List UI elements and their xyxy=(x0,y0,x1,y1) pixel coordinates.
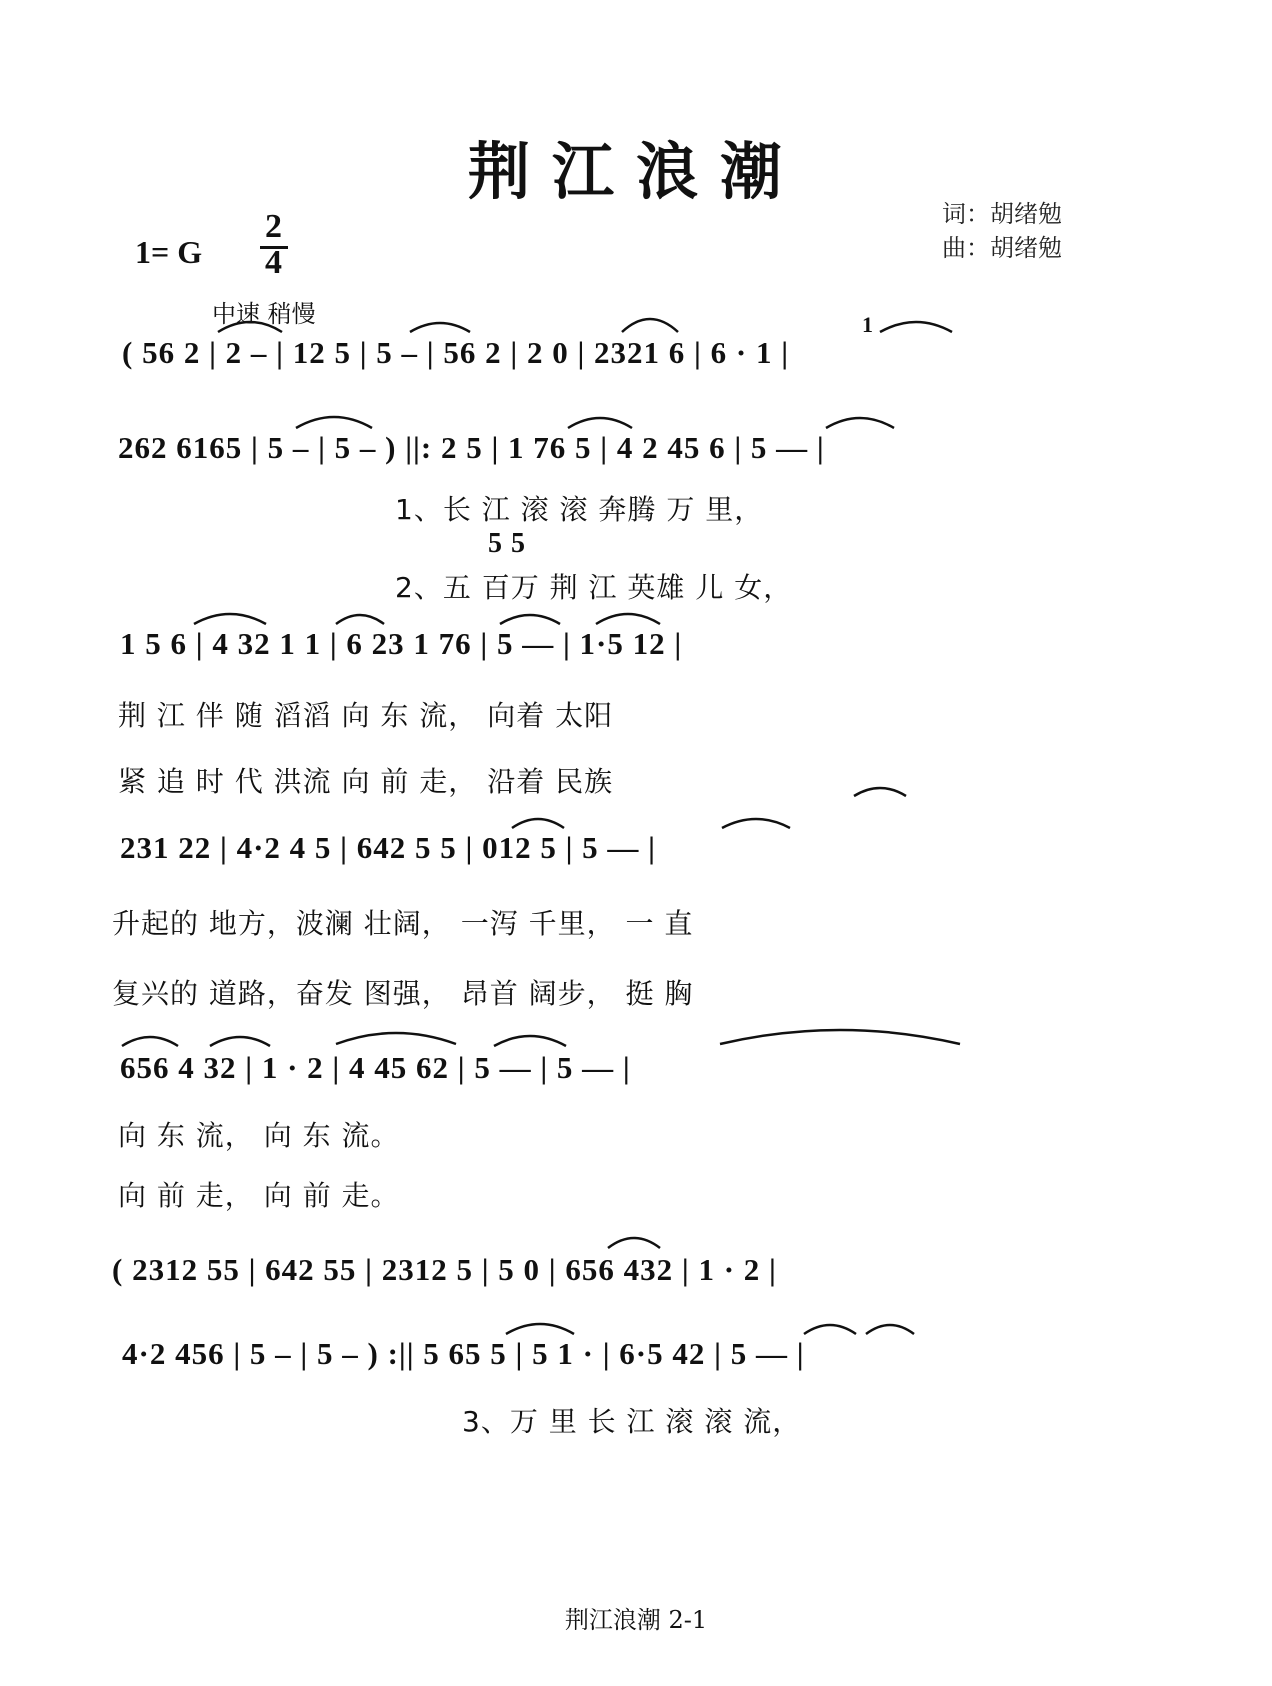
slur xyxy=(722,819,790,828)
slur xyxy=(854,788,906,796)
notation-line-2: 262 6165 | 5 – | 5 – ) ||: 2 5 | 1 76 5 | 4 2 45 6 | 5 — | xyxy=(118,430,825,465)
slur xyxy=(506,1324,574,1334)
time-signature-bottom: 4 xyxy=(265,244,282,281)
notation-line-6: ( 2312 55 | 642 55 | 2312 5 | 5 0 | 656 432 | 1 · 2 | xyxy=(112,1252,777,1287)
slur xyxy=(494,1036,566,1046)
slur xyxy=(880,322,952,332)
lyrics-verse1-line2: 荆 江 伴 随 滔滔 向 东 流， 向着 太阳 xyxy=(118,699,614,732)
lyrics-verse1-line3: 升起的 地方，波澜 壮阔， 一泻 千里， 一 直 xyxy=(112,907,694,940)
slur xyxy=(410,323,470,332)
composer-credit: 曲：胡绪勉 xyxy=(942,234,1062,262)
slur xyxy=(296,417,372,428)
time-signature-top: 2 xyxy=(265,208,282,245)
tempo-marking: 中速 稍慢 xyxy=(212,300,316,328)
slur xyxy=(568,418,632,428)
slur xyxy=(866,1325,914,1334)
notation-line-5: 656 4 32 | 1 · 2 | 4 45 62 | 5 — | 5 — | xyxy=(120,1050,631,1085)
slur xyxy=(218,322,282,332)
slur xyxy=(720,1030,960,1044)
slur xyxy=(596,614,660,624)
lyrics-verse2-line4: 向 前 走， 向 前 走。 xyxy=(118,1179,400,1212)
slur xyxy=(122,1037,178,1046)
slur xyxy=(210,1037,270,1046)
slur xyxy=(336,615,384,624)
slur xyxy=(336,1033,456,1044)
lyrics-verse3-line1: 3、万 里 长 江 滚 滚 流， xyxy=(462,1405,802,1438)
slur xyxy=(622,319,678,332)
slur xyxy=(826,418,894,428)
lyrics-verse2-line1: 2、五 百万 荆 江 英雄 儿 女， xyxy=(395,571,793,604)
grace-note: 1 xyxy=(862,312,874,337)
lyrics-verse2-line2: 紧 追 时 代 洪流 向 前 走， 沿着 民族 xyxy=(118,765,614,798)
slur xyxy=(500,615,560,624)
lyricist-credit: 词：胡绪勉 xyxy=(942,200,1062,228)
grace-notes: 5 5 xyxy=(488,528,526,559)
notation-line-1: ( 56 2 | 2 – | 12 5 | 5 – | 56 2 | 2 0 | 2321 6 | 6 · 1 | xyxy=(122,335,790,370)
slur xyxy=(804,1325,856,1334)
song-title: 荆江浪潮 xyxy=(467,135,804,208)
lyrics-verse2-line3: 复兴的 道路，奋发 图强， 昂首 阔步， 挺 胸 xyxy=(112,977,694,1010)
slur xyxy=(512,819,564,828)
slur xyxy=(194,614,266,624)
notation-line-4: 231 22 | 4·2 4 5 | 642 5 5 | 012 5 | 5 — | xyxy=(120,830,656,865)
page-footer: 荆江浪潮 2-1 xyxy=(564,1606,708,1634)
slur xyxy=(608,1238,660,1248)
lyrics-verse1-line4: 向 东 流， 向 东 流。 xyxy=(118,1119,400,1152)
lyrics-verse1-line1: 1、长 江 滚 滚 奔腾 万 里， xyxy=(395,493,764,526)
notation-line-7: 4·2 456 | 5 – | 5 – ) :|| 5 65 5 | 5 1 · | 6·5 42 | 5 — | xyxy=(122,1336,805,1371)
notation-line-3: 1 5 6 | 4 32 1 1 | 6 23 1 76 | 5 — | 1·5 12 | xyxy=(120,626,683,661)
key-signature: 1= G xyxy=(135,234,203,270)
